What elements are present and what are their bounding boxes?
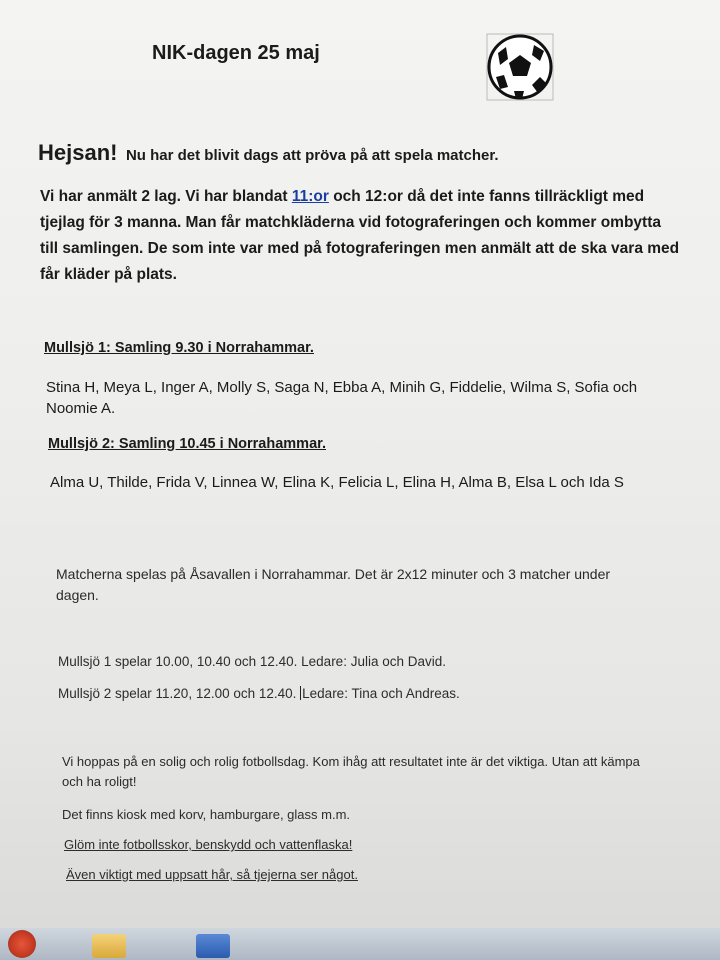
team2-players: Alma U, Thilde, Frida V, Linnea W, Elina K, Felicia L, Elina H, Alma B, Elsa L och Ida S xyxy=(50,474,624,491)
text-cursor xyxy=(300,686,301,700)
greeting-line xyxy=(38,140,499,166)
taskbar xyxy=(0,928,720,960)
soccer-ball-icon xyxy=(486,33,554,101)
greeting-rest: Nu har det blivit dags att pröva på att spela matcher. xyxy=(125,147,499,164)
team1-players: Stina H, Meya L, Inger A, Molly S, Saga N, Ebba A, Minih G, Fiddelie, Wilma S, Sofia och Noomie A. xyxy=(46,379,638,417)
intro-underlined-word: 11:or xyxy=(291,188,329,205)
reminder-hair: Även viktigt med uppsatt hår, så tjejerna ser något. xyxy=(66,867,358,882)
schedule-team2-times: Mullsjö 2 spelar 11.20, 12.00 och 12.40. xyxy=(58,686,301,701)
word-icon[interactable] xyxy=(196,934,230,958)
reminder-shoes: Glöm inte fotbollsskor, benskydd och vattenflaska! xyxy=(64,837,353,852)
intro-paragraph xyxy=(40,184,680,288)
document-title: NIK-dagen 25 maj xyxy=(152,42,320,64)
explorer-icon[interactable] xyxy=(92,934,126,958)
start-icon[interactable] xyxy=(8,930,36,958)
team2-heading: Mullsjö 2: Samling 10.45 i Norrahammar. xyxy=(48,436,327,452)
greeting: Hejsan! xyxy=(38,140,118,165)
closing-paragraph: Vi hoppas på en solig och rolig fotbollsdag. Kom ihåg att resultatet inte är det viktiga. Utan att kämpa och ha roligt! xyxy=(62,754,640,789)
team1-heading: Mullsjö 1: Samling 9.30 i Norrahammar. xyxy=(44,340,314,356)
schedule-team2 xyxy=(58,686,460,701)
intro-text-1: Vi har anmält 2 lag. Vi har blandat xyxy=(40,188,292,205)
kiosk-line: Det finns kiosk med korv, hamburgare, glass m.m. xyxy=(62,807,351,822)
intro-text-2: och 12:or då det inte fanns tillräckligt med tjejlag för 3 manna. Man får matchkläderna vid fotograferingen och kommer ombytta till samlingen. De som inte var med på fotograferingen men anmält att de ska vara med får kläder på plats. xyxy=(40,188,680,283)
schedule-team2-leaders: Ledare: Tina och Andreas. xyxy=(302,686,460,701)
venue-info: Matcherna spelas på Åsavallen i Norrahammar. Det är 2x12 minuter och 3 matcher under dagen. xyxy=(56,566,611,603)
schedule-team1: Mullsjö 1 spelar 10.00, 10.40 och 12.40. Ledare: Julia och David. xyxy=(58,654,446,669)
